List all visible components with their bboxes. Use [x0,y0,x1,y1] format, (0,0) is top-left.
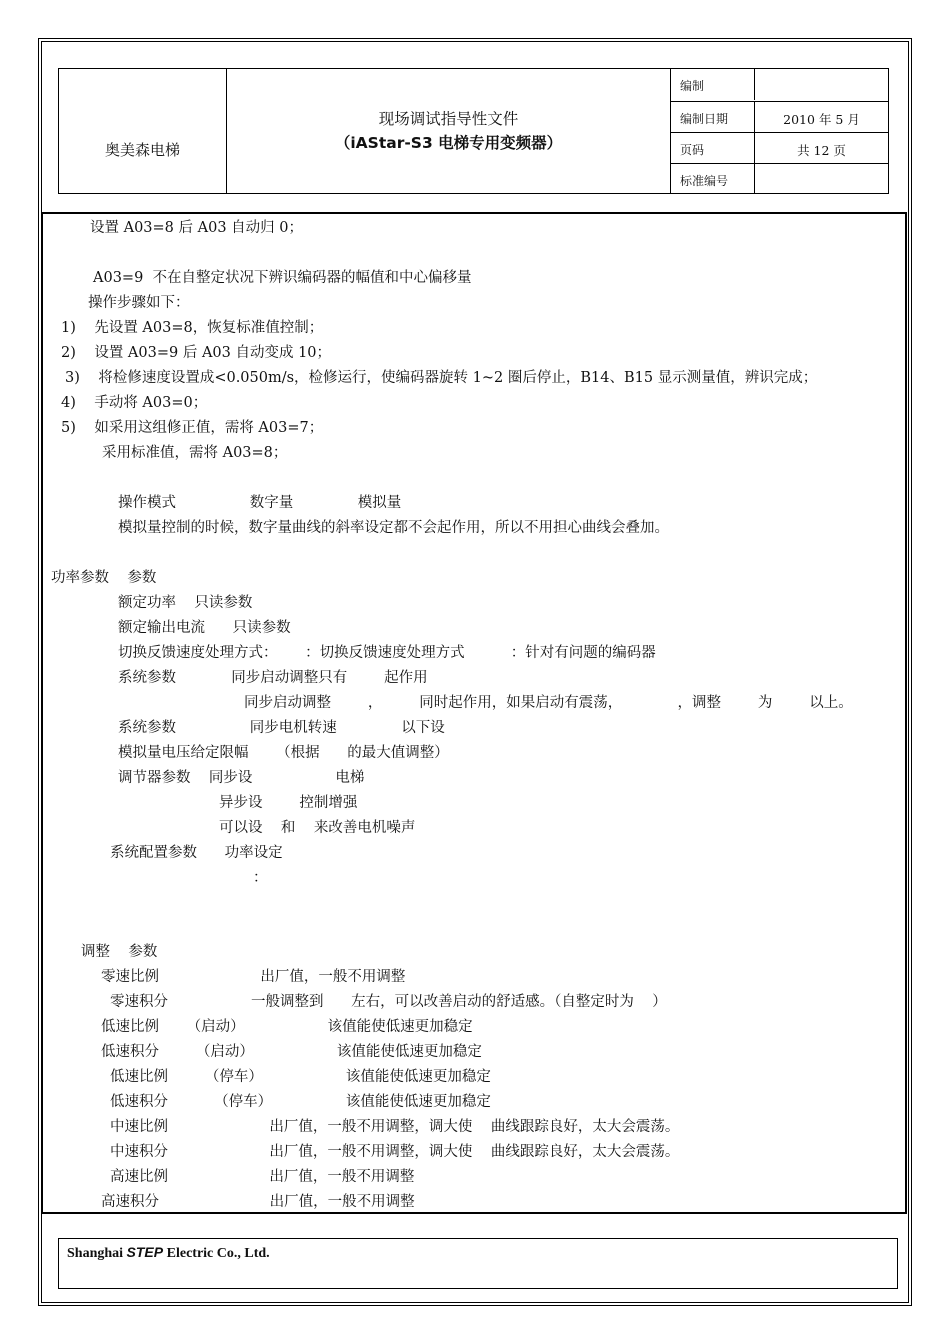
text-line: 高速比例 出厂值，一般不用调整 [110,1169,415,1185]
meta-label: 页码 [671,133,755,163]
meta-row-standard-no [671,163,888,194]
text-line: 模拟量电压给定限幅 （根据 的最大值调整） [118,745,449,761]
list-item: 4) 手动将 A03=0； [61,395,208,411]
text-line: 额定输出电流 只读参数 [118,620,291,636]
meta-row-author [671,69,888,100]
text-line: 低速积分 （停车） 该值能使低速更加稳定 [110,1094,491,1110]
list-item: 3) 将检修速度设置成<0.050m/s，检修运行，使编码器旋转 1~2 圈后停止，B14、B15 显示测量值，辨识完成； [65,370,818,386]
text-line: 系统参数 同步启动调整只有 起作用 [118,670,428,686]
title-line-1: 现场调试指导性文件 [378,110,519,128]
text-line: 中速比例 出厂值，一般不用调整，调大使 曲线跟踪良好，太大会震荡。 [110,1119,680,1135]
section-heading: 调整 参数 [81,944,158,960]
text-line: 系统参数 同步电机转速 以下设 [118,720,445,736]
meta-label: 标准编号 [671,164,755,194]
text-line: 低速积分 （启动） 该值能使低速更加稳定 [101,1044,482,1060]
text-line: 操作步骤如下： [88,295,190,311]
meta-value [755,69,888,100]
text-line: 同步启动调整 ， 同时起作用，如果启动有震荡， ，调整 为 以上。 [244,695,853,711]
text-line: 中速积分 出厂值，一般不用调整，调大使 曲线跟踪良好，太大会震荡。 [110,1144,680,1160]
footer-suffix: Electric Co., Ltd. [163,1246,270,1261]
text-line: 高速积分 出厂值，一般不用调整 [101,1194,415,1210]
text-line: 调节器参数 同步设 电梯 [118,770,365,786]
text-line: 设置 A03=8 后 A03 自动归 0； [90,220,303,236]
meta-value: 2010 年 5 月 [783,112,860,127]
text-line: 切换反馈速度处理方式： ：切换反馈速度处理方式 ：针对有问题的编码器 [118,645,656,661]
text-line: 采用标准值，需将 A03=8； [102,445,288,461]
text-line: 系统配置参数 功率设定 [110,845,283,861]
text-line: 操作模式 数字量 模拟量 [118,495,402,511]
text-line: ： [253,870,268,886]
footer-prefix: Shanghai [67,1246,127,1261]
meta-value: 共 12 页 [797,143,846,158]
list-item: 2) 设置 A03=9 后 A03 自动变成 10； [61,345,332,361]
text-line: 模拟量控制的时候，数字量曲线的斜率设定都不会起作用，所以不用担心曲线会叠加。 [118,520,669,536]
text-line: 零速积分 一般调整到 左右，可以改善启动的舒适感。（自整定时为 ） [110,994,667,1010]
meta-label: 编制日期 [671,102,755,132]
meta-value [755,164,888,194]
document-title [227,69,671,193]
document-header [58,68,889,194]
list-item: 5) 如采用这组修正值，需将 A03=7； [61,420,324,436]
text-line: 异步设 控制增强 [219,795,358,811]
meta-row-pages [671,132,888,163]
meta-label: 编制 [671,69,755,100]
title-line-2: （iAStar-S3 电梯专用变频器） [334,134,563,152]
text-line: 低速比例 （启动） 该值能使低速更加稳定 [101,1019,473,1035]
meta-row-date [671,101,888,132]
list-item: 1) 先设置 A03=8，恢复标准值控制； [61,320,324,336]
text-line: 额定功率 只读参数 [118,595,253,611]
text-line: 低速比例 （停车） 该值能使低速更加稳定 [110,1069,491,1085]
company-footer [58,1238,898,1289]
text-line: A03=9 不在自整定状况下辨识编码器的幅值和中心偏移量 [93,270,472,286]
section-heading: 功率参数 参数 [51,570,157,586]
footer-brand: STEP [126,1244,164,1260]
company-name: 奥美森电梯 [59,69,227,193]
text-line: 可以设 和 来改善电机噪声 [219,820,416,836]
text-line: 零速比例 出厂值，一般不用调整 [101,969,406,985]
